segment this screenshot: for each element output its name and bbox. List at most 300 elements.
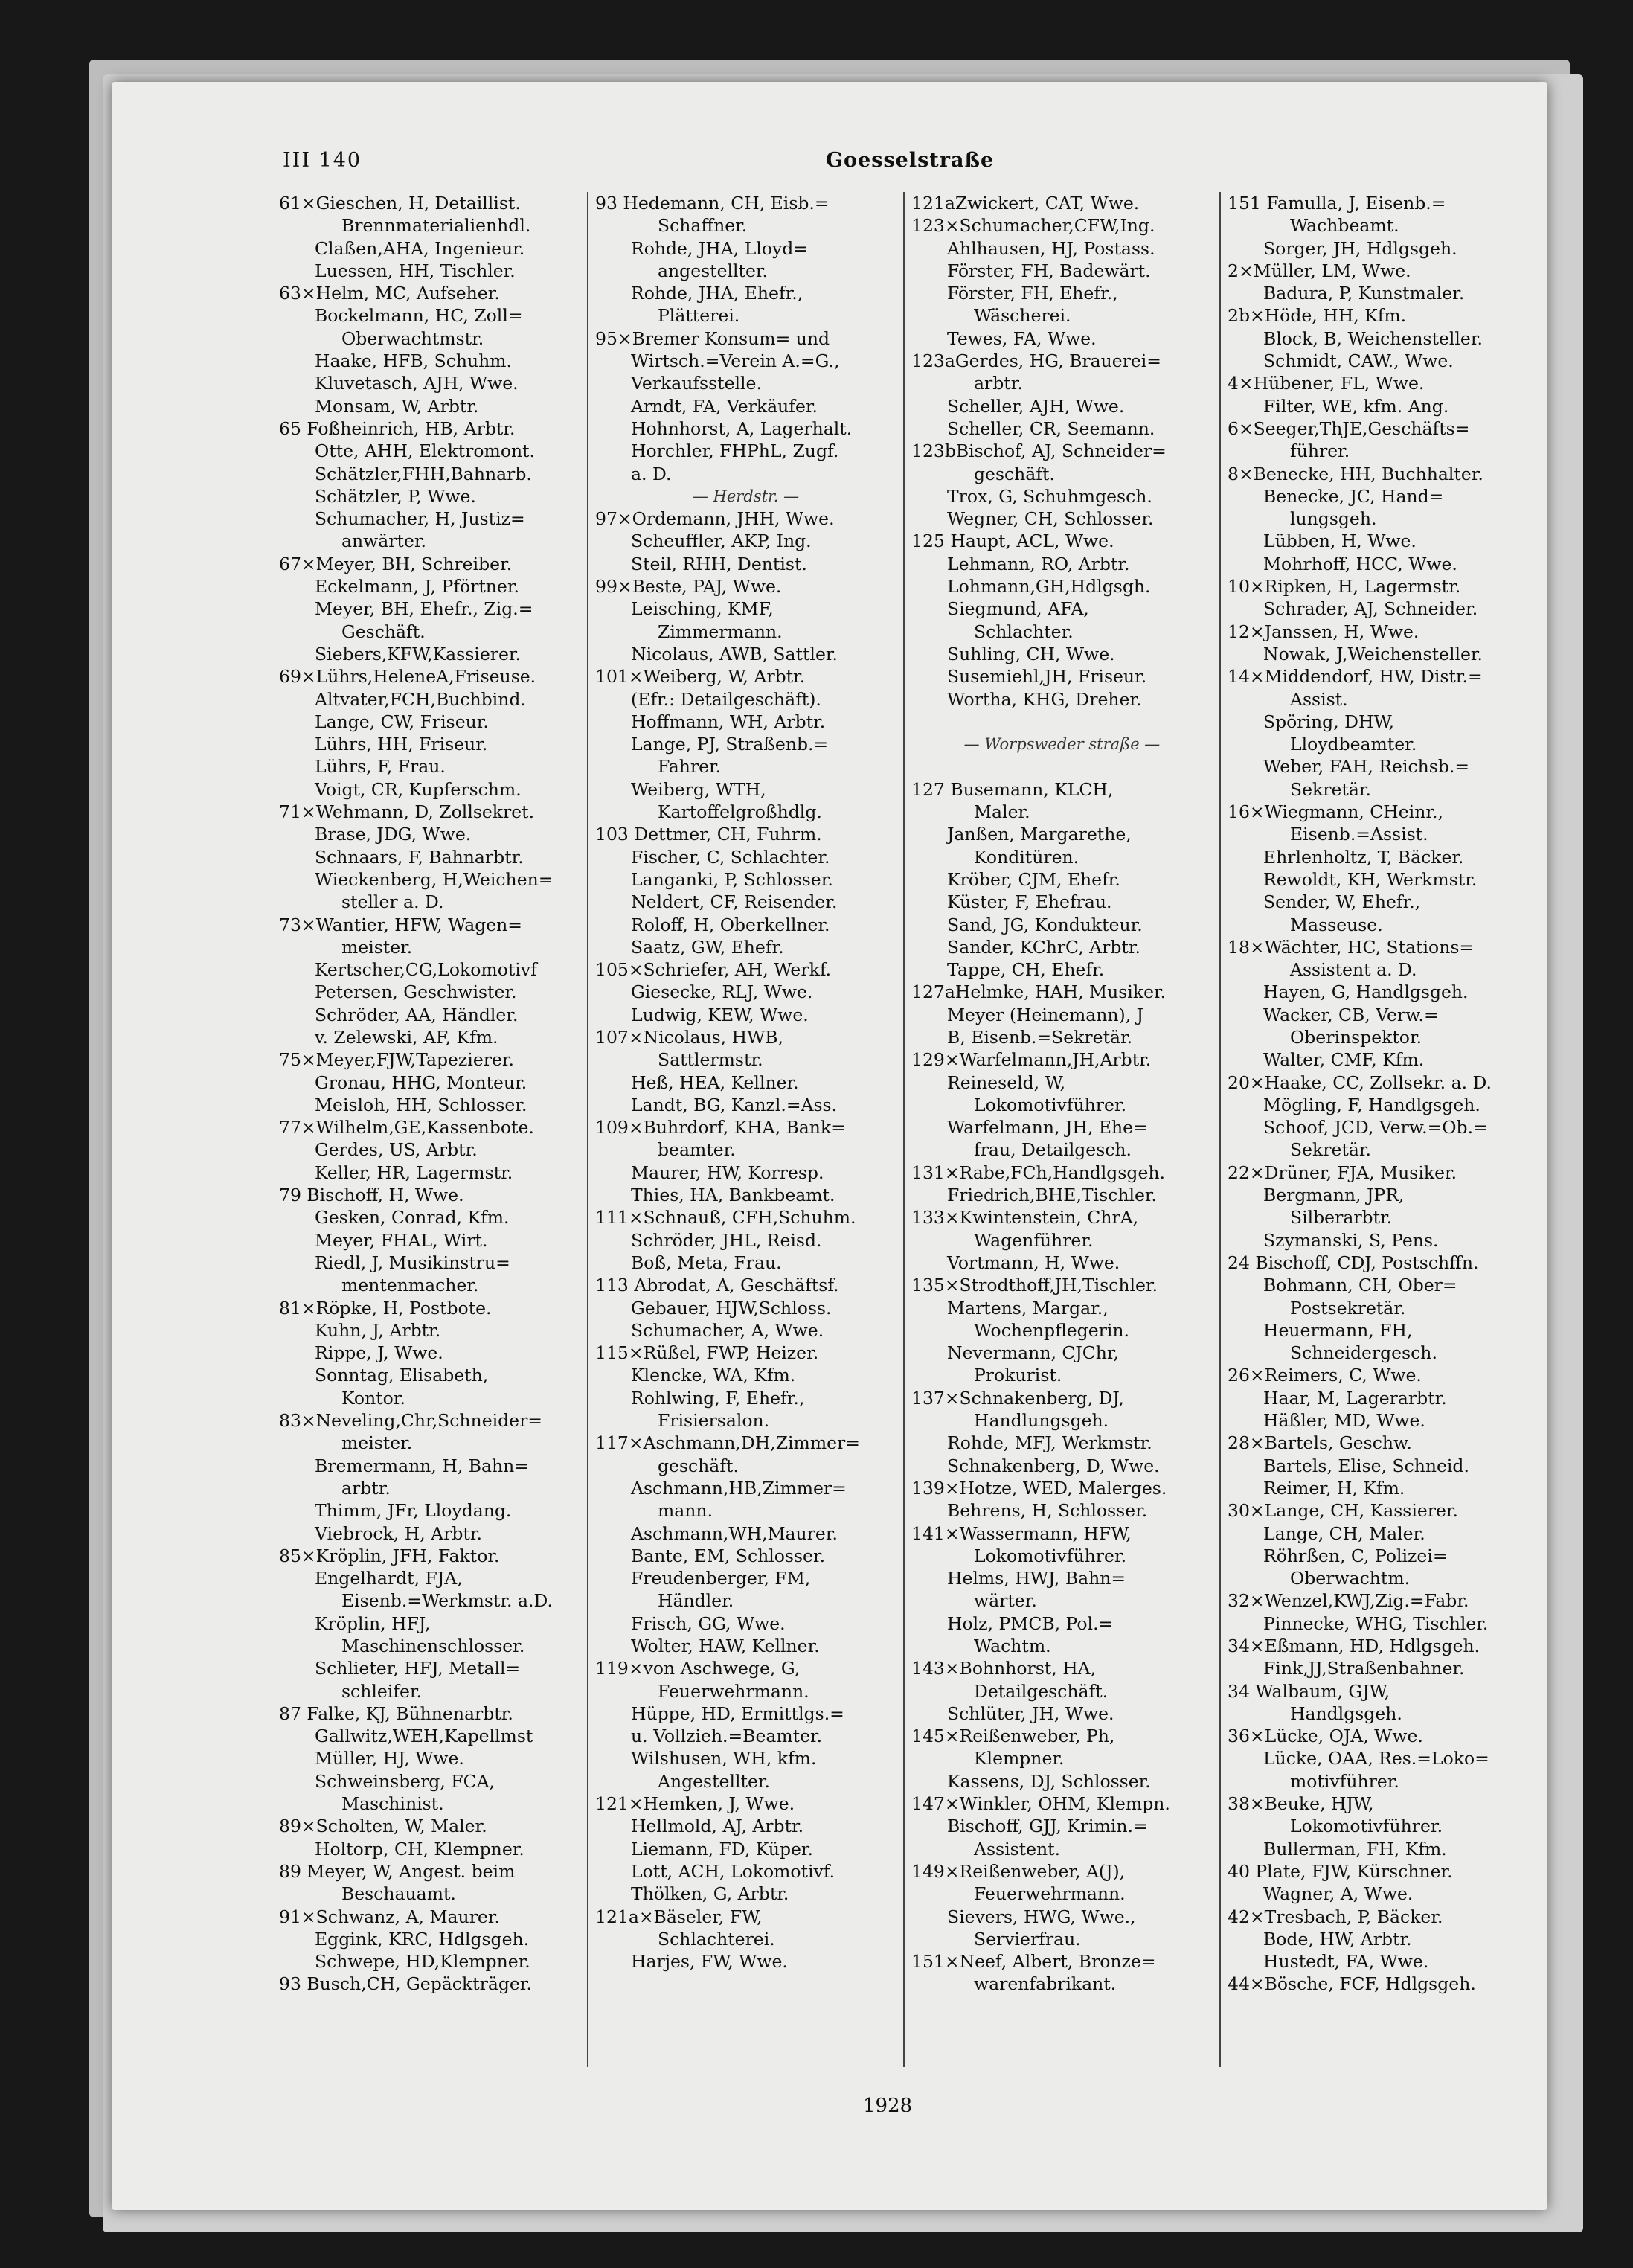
directory-entry-continuation: Lange, CH, Maler. (1263, 1522, 1425, 1544)
directory-entry-continuation: Mögling, F, Handlgsgeh. (1263, 1094, 1480, 1115)
directory-entry-continuation: Schoof, JCD, Verw.=Ob.= (1263, 1117, 1488, 1138)
directory-entry-continuation: Heß, HEA, Kellner. (631, 1071, 799, 1093)
directory-entry: 125 Haupt, ACL, Wwe. (911, 531, 1114, 552)
directory-entry-continuation: Schätzler, P, Wwe. (315, 485, 476, 507)
directory-entry-continuation: Schröder, JHL, Reisd. (631, 1229, 822, 1251)
column-2 (595, 192, 896, 2075)
directory-entry-continuation: Klempner. (974, 1748, 1065, 1769)
directory-entry: 127aHelmke, HAH, Musiker. (911, 981, 1167, 1003)
directory-entry-continuation: Sorger, JH, Hdlgsgeh. (1263, 237, 1457, 259)
directory-entry-continuation: Aschmann,HB,Zimmer= (631, 1477, 847, 1499)
directory-entry: 93 Busch,CH, Gepäckträger. (279, 1973, 532, 1995)
directory-entry-continuation: Röhrßen, C, Polizei= (1263, 1545, 1448, 1566)
directory-entry-continuation: meister. (341, 1432, 413, 1454)
directory-entry-continuation: Eggink, KRC, Hdlgsgeh. (315, 1928, 530, 1950)
directory-entry-continuation: Oberinspektor. (1290, 1026, 1422, 1048)
directory-entry-continuation: Meyer, FHAL, Wirt. (315, 1229, 488, 1251)
directory-entry-continuation: Bullerman, FH, Kfm. (1263, 1838, 1447, 1859)
directory-entry-continuation: u. Vollzieh.=Beamter. (631, 1726, 823, 1747)
directory-entry-continuation: Kertscher,CG,Lokomotivf (315, 959, 537, 981)
directory-entry-continuation: geschäft. (658, 1455, 739, 1476)
directory-entry-continuation: Schumacher, H, Justiz= (315, 508, 525, 530)
directory-entry: 34×Eßmann, HD, Hdlgsgeh. (1228, 1636, 1480, 1656)
directory-entry: 85×Kröplin, JFH, Faktor. (279, 1545, 500, 1566)
directory-entry: 121a×Bäseler, FW, (595, 1906, 763, 1927)
directory-entry: 123×Schumacher,CFW,Ing. (911, 215, 1155, 237)
directory-entry-continuation: Liemann, FD, Küper. (631, 1838, 814, 1859)
directory-entry-continuation: Lührs, HH, Friseur. (315, 734, 488, 755)
directory-entry-continuation: Steil, RHH, Dentist. (631, 553, 807, 574)
directory-entry: 18×Wächter, HC, Stations= (1228, 936, 1475, 958)
page-header (283, 149, 1473, 179)
directory-entry-continuation: Fink,JJ,Straßenbahner. (1263, 1658, 1465, 1679)
directory-entry-continuation: Wortha, KHG, Dreher. (947, 688, 1142, 710)
directory-entry-continuation: Mohrhoff, HCC, Wwe. (1263, 553, 1457, 574)
directory-entry: 133×Kwintenstein, ChrA, (911, 1207, 1139, 1228)
directory-entry-continuation: Handlungsgeh. (974, 1410, 1109, 1432)
directory-entry-continuation: anwärter. (341, 531, 426, 552)
directory-entry-continuation: Pinnecke, WHG, Tischler. (1263, 1612, 1489, 1634)
directory-entry-continuation: Wachtm. (974, 1636, 1051, 1656)
directory-entry: 113 Abrodat, A, Geschäftsf. (595, 1275, 839, 1296)
directory-entry-continuation: Claßen,AHA, Ingenieur. (315, 237, 525, 259)
directory-entry-continuation: Bode, HW, Arbtr. (1263, 1928, 1412, 1950)
directory-entry-continuation: Thölken, G, Arbtr. (631, 1883, 789, 1905)
directory-entry-continuation: Lohmann,GH,Hdlgsgh. (947, 576, 1151, 598)
directory-entry: 2b×Höde, HH, Kfm. (1228, 305, 1407, 327)
directory-entry-continuation: führer. (1290, 441, 1350, 462)
directory-entry: 119×von Aschwege, G, (595, 1658, 801, 1679)
directory-entry: 93 Hedemann, CH, Eisb.= (595, 193, 830, 214)
directory-entry-continuation: Lübben, H, Wwe. (1263, 531, 1417, 552)
directory-entry-continuation: Keller, HR, Lagermstr. (315, 1162, 513, 1183)
directory-entry: 103 Dettmer, CH, Fuhrm. (595, 824, 822, 845)
directory-entry: 34 Walbaum, GJW, (1228, 1680, 1390, 1702)
directory-entry: 89 Meyer, W, Angest. beim (279, 1860, 516, 1882)
directory-entry: 26×Reimers, C, Wwe. (1228, 1365, 1422, 1386)
directory-entry-continuation: Rippe, J, Wwe. (315, 1342, 443, 1364)
spacer (911, 755, 1213, 778)
directory-entry-continuation: Rewoldt, KH, Werkmstr. (1263, 868, 1478, 890)
directory-entry-continuation: Assist. (1290, 688, 1348, 710)
directory-entry-continuation: mentenmacher. (341, 1275, 479, 1296)
directory-entry-continuation: Lloydbeamter. (1290, 734, 1417, 755)
directory-entry-continuation: Block, B, Weichensteller. (1263, 327, 1483, 349)
directory-entry-continuation: Luessen, HH, Tischler. (315, 260, 516, 281)
directory-entry-continuation: Tewes, FA, Wwe. (947, 327, 1097, 349)
directory-entry-continuation: Brennmaterialienhdl. (341, 215, 531, 237)
street-title: Goesselstraße (826, 149, 995, 172)
column-4 (1228, 192, 1529, 2075)
directory-entry: 127 Busemann, KLCH, (911, 778, 1114, 800)
directory-entry-continuation: Kuhn, J, Arbtr. (315, 1319, 441, 1341)
directory-entry-continuation: Servierfrau. (974, 1928, 1081, 1950)
directory-entry: 67×Meyer, BH, Schreiber. (279, 553, 513, 574)
directory-entry-continuation: Vortmann, H, Wwe. (947, 1252, 1120, 1273)
directory-entry-continuation: Sattlermstr. (658, 1049, 763, 1071)
directory-entry-continuation: Schneidergesch. (1290, 1342, 1437, 1364)
directory-entry: 12×Janssen, H, Wwe. (1228, 621, 1419, 642)
directory-entry-continuation: Spöring, DHW, (1263, 711, 1395, 732)
directory-entry-continuation: Langanki, P, Schlosser. (631, 868, 833, 890)
directory-entry-continuation: Behrens, H, Schlosser. (947, 1500, 1148, 1522)
directory-entry-continuation: Wolter, HAW, Kellner. (631, 1636, 820, 1656)
directory-entry-continuation: Sonntag, Elisabeth, (315, 1365, 489, 1386)
directory-entry: 115×Rüßel, FWP, Heizer. (595, 1342, 819, 1364)
directory-entry-continuation: Martens, Margar., (947, 1297, 1109, 1319)
directory-entry-continuation: Feuerwehrmann. (658, 1680, 809, 1702)
directory-entry-continuation: Lange, CW, Friseur. (315, 711, 489, 732)
directory-entry-continuation: Assistent a. D. (1290, 959, 1417, 981)
section-heading: — Herdstr. — (692, 487, 800, 505)
directory-entry-continuation: a. D. (631, 463, 672, 484)
directory-entry-continuation: Wegner, CH, Schlosser. (947, 508, 1154, 530)
directory-entry-continuation: motivführer. (1290, 1770, 1399, 1792)
directory-entry-continuation: Meisloh, HH, Schlosser. (315, 1094, 527, 1115)
directory-entry-continuation: Sekretär. (1290, 778, 1371, 800)
directory-entry-continuation: Siebers,KFW,Kassierer. (315, 643, 521, 664)
directory-entry-continuation: Schlachter. (974, 621, 1074, 642)
directory-entry-continuation: Scheller, AJH, Wwe. (947, 395, 1125, 417)
directory-entry-continuation: Schätzler,FHH,Bahnarb. (315, 463, 532, 484)
directory-entry: 97×Ordemann, JHH, Wwe. (595, 508, 835, 530)
directory-entry-continuation: Schlieter, HFJ, Metall= (315, 1658, 521, 1679)
directory-entry-continuation: Kröplin, HFJ, (315, 1612, 431, 1634)
directory-entry: 6×Seeger,ThJE,Geschäfts= (1228, 417, 1470, 439)
directory-entry-continuation: Geschäft. (341, 621, 426, 642)
directory-entry-continuation: Schrader, AJ, Schneider. (1263, 598, 1478, 620)
directory-entry: 61×Gieschen, H, Detaillist. (279, 193, 521, 214)
directory-entry-continuation: Bremermann, H, Bahn= (315, 1455, 530, 1476)
directory-entry-continuation: Beschauamt. (341, 1883, 456, 1905)
directory-entry: 101×Weiberg, W, Arbtr. (595, 666, 806, 688)
directory-entry-continuation: geschäft. (974, 463, 1055, 484)
directory-entry-continuation: Wieckenberg, H,Weichen= (315, 868, 554, 890)
directory-entry: 87 Falke, KJ, Bühnenarbtr. (279, 1702, 513, 1724)
directory-entry: 36×Lücke, OJA, Wwe. (1228, 1726, 1423, 1747)
directory-entry-continuation: Weber, FAH, Reichsb.= (1263, 756, 1470, 778)
directory-entry-continuation: Tappe, CH, Ehefr. (947, 959, 1105, 981)
directory-entry-continuation: Angestellter. (658, 1770, 770, 1792)
directory-entry-continuation: Rohde, JHA, Lloyd= (631, 237, 808, 259)
directory-entry-continuation: Hüppe, HD, Ermittlgs.= (631, 1702, 844, 1724)
directory-entry: 91×Schwanz, A, Maurer. (279, 1906, 500, 1927)
directory-entry-continuation: Masseuse. (1290, 914, 1383, 935)
directory-entry: 30×Lange, CH, Kassierer. (1228, 1500, 1459, 1522)
directory-entry-continuation: Susemiehl,JH, Friseur. (947, 666, 1147, 688)
directory-entry-continuation: Monsam, W, Arbtr. (315, 395, 479, 417)
directory-entry-continuation: Warfelmann, JH, Ehe= (947, 1117, 1148, 1138)
directory-entry-continuation: Walter, CMF, Kfm. (1263, 1049, 1425, 1071)
directory-entry-continuation: Szymanski, S, Pens. (1263, 1229, 1439, 1251)
directory-entry-continuation: B, Eisenb.=Sekretär. (947, 1026, 1133, 1048)
directory-entry: 24 Bischoff, CDJ, Postschffn. (1228, 1252, 1479, 1273)
directory-entry-continuation: Maschinenschlosser. (341, 1636, 525, 1656)
directory-entry-continuation: Wagner, A, Wwe. (1263, 1883, 1414, 1905)
directory-entry-continuation: Scheller, CR, Seemann. (947, 417, 1155, 439)
directory-entry: 121×Hemken, J, Wwe. (595, 1793, 795, 1815)
page-reference: III 140 (283, 149, 362, 172)
directory-entry-continuation: Lott, ACH, Lokomotivf. (631, 1860, 835, 1882)
directory-entry-continuation: Lange, PJ, Straßenb.= (631, 734, 829, 755)
directory-entry-continuation: Fahrer. (658, 756, 722, 778)
directory-entry-continuation: Hellmold, AJ, Arbtr. (631, 1816, 804, 1837)
directory-entry-continuation: Weiberg, WTH, (631, 778, 766, 800)
directory-entry: 139×Hotze, WED, Malerges. (911, 1477, 1167, 1499)
directory-entry-continuation: Schweinsberg, FCA, (315, 1770, 495, 1792)
directory-entry-continuation: Wilshusen, WH, kfm. (631, 1748, 817, 1769)
directory-entry: 28×Bartels, Geschw. (1228, 1432, 1412, 1454)
directory-entry: 81×Röpke, H, Postbote. (279, 1297, 492, 1319)
directory-entry-continuation: Schnaars, F, Bahnarbtr. (315, 846, 524, 868)
directory-entry-continuation: Schlüter, JH, Wwe. (947, 1702, 1114, 1724)
directory-entry: 38×Beuke, HJW, (1228, 1793, 1374, 1815)
directory-entry-continuation: Klencke, WA, Kfm. (631, 1365, 796, 1386)
directory-entry: 149×Reißenweber, A(J), (911, 1860, 1126, 1882)
directory-entry-continuation: Schlachterei. (658, 1928, 775, 1950)
directory-entry: 117×Aschmann,DH,Zimmer= (595, 1432, 860, 1454)
directory-entry-continuation: Rohlwing, F, Ehefr., (631, 1387, 805, 1409)
directory-entry-continuation: Verkaufsstelle. (631, 373, 762, 394)
directory-entry-continuation: Konditüren. (974, 846, 1079, 868)
directory-entry-continuation: Häßler, MD, Wwe. (1263, 1410, 1425, 1432)
directory-entry-continuation: wärter. (974, 1590, 1037, 1612)
directory-entry-continuation: Gronau, HHG, Monteur. (315, 1071, 527, 1093)
directory-entry-continuation: Schwepe, HD,Klempner. (315, 1951, 530, 1973)
directory-entry: 107×Nicolaus, HWB, (595, 1026, 783, 1048)
directory-entry: 143×Bohnhorst, HA, (911, 1658, 1097, 1679)
directory-entry-continuation: Plätterei. (658, 305, 740, 327)
directory-entry-continuation: arbtr. (341, 1477, 391, 1499)
directory-entry: 131×Rabe,FCh,Handlgsgeh. (911, 1162, 1165, 1183)
directory-entry-continuation: Frisch, GG, Wwe. (631, 1612, 786, 1634)
directory-entry-continuation: Maurer, HW, Korresp. (631, 1162, 824, 1183)
directory-entry-continuation: Arndt, FA, Verkäufer. (631, 395, 818, 417)
directory-entry-continuation: Giesecke, RLJ, Wwe. (631, 981, 813, 1003)
directory-entry-continuation: Roloff, H, Oberkellner. (631, 914, 830, 935)
directory-entry-continuation: Bartels, Elise, Schneid. (1263, 1455, 1469, 1476)
directory-entry-continuation: beamter. (658, 1139, 736, 1161)
directory-entry-continuation: Wacker, CB, Verw.= (1263, 1004, 1439, 1025)
directory-entry-continuation: Handlgsgeh. (1290, 1702, 1402, 1724)
directory-entry: 129×Warfelmann,JH,Arbtr. (911, 1049, 1152, 1071)
directory-entry: 20×Haake, CC, Zollsekr. a. D. (1228, 1071, 1492, 1093)
directory-entry-continuation: Förster, FH, Ehefr., (947, 283, 1118, 304)
directory-entry-continuation: Brase, JDG, Wwe. (315, 824, 472, 845)
directory-entry-continuation: Kontor. (341, 1387, 405, 1409)
directory-entry: 123aGerdes, HG, Brauerei= (911, 350, 1161, 372)
directory-entry-continuation: Fischer, C, Schlachter. (631, 846, 830, 868)
directory-entry-continuation: Otte, AHH, Elektromont. (315, 441, 536, 462)
directory-entry-continuation: Janßen, Margarethe, (947, 824, 1132, 845)
directory-entry-continuation: meister. (341, 936, 413, 958)
directory-entry-continuation: lungsgeh. (1290, 508, 1377, 530)
directory-entry-continuation: Rohde, JHA, Ehefr., (631, 283, 803, 304)
directory-entry-continuation: Badura, P, Kunstmaler. (1263, 283, 1465, 304)
directory-entry: 135×Strodthoff,JH,Tischler. (911, 1275, 1158, 1296)
directory-entry-continuation: Wäscherei. (974, 305, 1071, 327)
directory-entry-continuation: Oberwachtmstr. (341, 327, 484, 349)
directory-entry-continuation: Wochenpflegerin. (974, 1319, 1129, 1341)
directory-entry-continuation: Aschmann,WH,Maurer. (631, 1522, 838, 1544)
directory-entry-continuation: Eisenb.=Werkmstr. a.D. (341, 1590, 553, 1612)
directory-entry-continuation: Horchler, FHPhL, Zugf. (631, 441, 839, 462)
directory-entry-continuation: Bockelmann, HC, Zoll= (315, 305, 523, 327)
directory-entry-continuation: Nicolaus, AWB, Sattler. (631, 643, 838, 664)
directory-entry-continuation: Prokurist. (974, 1365, 1062, 1386)
column-divider (903, 192, 905, 2067)
directory-entry: 147×Winkler, OHM, Klempn. (911, 1793, 1170, 1815)
directory-entry-continuation: Gerdes, US, Arbtr. (315, 1139, 478, 1161)
directory-entry-continuation: Bante, EM, Schlosser. (631, 1545, 826, 1566)
directory-entry: 16×Wiegmann, CHeinr., (1228, 801, 1443, 823)
directory-entry-continuation: Assistent. (974, 1838, 1061, 1859)
directory-entry-continuation: Leisching, KMF, (631, 598, 774, 620)
directory-entry: 95×Bremer Konsum= und (595, 327, 830, 349)
directory-entry-continuation: Maschinist. (341, 1793, 444, 1815)
directory-columns (279, 192, 1529, 2075)
directory-entry-continuation: Heuermann, FH, (1263, 1319, 1413, 1341)
directory-entry-continuation: Gesken, Conrad, Kfm. (315, 1207, 510, 1228)
directory-entry-continuation: Kartoffelgroßhdlg. (658, 801, 822, 823)
directory-entry-continuation: Holtorp, CH, Klempner. (315, 1838, 524, 1859)
directory-entry-continuation: Kluvetasch, AJH, Wwe. (315, 373, 519, 394)
directory-entry-continuation: Meyer, BH, Ehefr., Zig.= (315, 598, 533, 620)
directory-entry-continuation: Bohmann, CH, Ober= (1263, 1275, 1457, 1296)
directory-entry-continuation: Maler. (974, 801, 1030, 823)
directory-entry-continuation: Sekretär. (1290, 1139, 1371, 1161)
directory-entry-continuation: Lehmann, RO, Arbtr. (947, 553, 1130, 574)
directory-entry-continuation: Ludwig, KEW, Wwe. (631, 1004, 809, 1025)
directory-entry-continuation: Altvater,FCH,Buchbind. (315, 688, 526, 710)
directory-entry: 22×Drüner, FJA, Musiker. (1228, 1162, 1457, 1183)
directory-entry: 40 Plate, FJW, Kürschner. (1228, 1860, 1453, 1882)
directory-entry: 69×Lührs,HeleneA,Friseuse. (279, 666, 536, 688)
directory-entry-continuation: Friedrich,BHE,Tischler. (947, 1185, 1157, 1206)
directory-entry: 2×Müller, LM, Wwe. (1228, 260, 1411, 281)
directory-entry-continuation: Schröder, AA, Händler. (315, 1004, 519, 1025)
directory-entry: 151 Famulla, J, Eisenb.= (1228, 193, 1446, 214)
directory-entry-continuation: Sander, KChrC, Arbtr. (947, 936, 1140, 958)
directory-entry-continuation: Hustedt, FA, Wwe. (1263, 1951, 1429, 1973)
directory-entry-continuation: Filter, WE, kfm. Ang. (1263, 395, 1449, 417)
directory-entry-continuation: Hohnhorst, A, Lagerhalt. (631, 417, 853, 439)
directory-entry: 71×Wehmann, D, Zollsekret. (279, 801, 535, 823)
directory-entry-continuation: Petersen, Geschwister. (315, 981, 517, 1003)
directory-entry: 77×Wilhelm,GE,Kassenbote. (279, 1117, 534, 1138)
directory-entry-continuation: (Efr.: Detailgeschäft). (631, 688, 821, 710)
directory-entry-continuation: Holz, PMCB, Pol.= (947, 1612, 1114, 1634)
directory-entry-continuation: Nowak, J,Weichensteller. (1263, 643, 1483, 664)
directory-entry-continuation: Hoffmann, WH, Arbtr. (631, 711, 826, 732)
directory-entry-continuation: Lokomotivführer. (974, 1094, 1127, 1115)
directory-entry: 89×Scholten, W, Maler. (279, 1816, 487, 1837)
directory-entry-continuation: frau, Detailgesch. (974, 1139, 1132, 1161)
directory-entry-continuation: Suhling, CH, Wwe. (947, 643, 1115, 664)
directory-entry-continuation: Eckelmann, J, Pförtner. (315, 576, 519, 598)
directory-entry-continuation: Feuerwehrmann. (974, 1883, 1126, 1905)
directory-entry: 4×Hübener, FL, Wwe. (1228, 373, 1425, 394)
directory-entry-continuation: Bischoff, GJJ, Krimin.= (947, 1816, 1148, 1837)
directory-entry-continuation: warenfabrikant. (974, 1973, 1117, 1995)
directory-entry-continuation: Schumacher, A, Wwe. (631, 1319, 824, 1341)
directory-entry: 83×Neveling,Chr,Schneider= (279, 1410, 542, 1432)
directory-entry-continuation: Engelhardt, FJA, (315, 1568, 463, 1589)
directory-entry: 44×Bösche, FCF, Hdlgsgeh. (1228, 1973, 1476, 1995)
directory-entry-continuation: Voigt, CR, Kupferschm. (315, 778, 522, 800)
section-heading: — Worpsweder straße — (963, 735, 1161, 754)
directory-entry-continuation: Zimmermann. (658, 621, 783, 642)
directory-entry-continuation: Siegmund, AFA, (947, 598, 1089, 620)
directory-entry-continuation: Helms, HWJ, Bahn= (947, 1568, 1126, 1589)
directory-entry-continuation: Kröber, CJM, Ehefr. (947, 868, 1120, 890)
directory-entry-continuation: v. Zelewski, AF, Kfm. (315, 1026, 498, 1048)
directory-entry-continuation: Rohde, MFJ, Werkmstr. (947, 1432, 1152, 1454)
directory-entry-continuation: Freudenberger, FM, (631, 1568, 811, 1589)
directory-entry-continuation: Lührs, F, Frau. (315, 756, 446, 778)
directory-entry-continuation: Silberarbtr. (1290, 1207, 1393, 1228)
directory-entry: 63×Helm, MC, Aufseher. (279, 283, 500, 304)
directory-entry-continuation: arbtr. (974, 373, 1023, 394)
directory-entry-continuation: angestellter. (658, 260, 769, 281)
directory-entry: 32×Wenzel,KWJ,Zig.=Fabr. (1228, 1590, 1469, 1612)
directory-entry-continuation: Trox, G, Schuhmgesch. (947, 485, 1152, 507)
directory-entry-continuation: Haar, M, Lagerarbtr. (1263, 1387, 1447, 1409)
directory-entry: 10×Ripken, H, Lagermstr. (1228, 576, 1461, 598)
directory-entry: 145×Reißenweber, Ph, (911, 1726, 1115, 1747)
directory-entry-continuation: Gallwitz,WEH,Kapellmst (315, 1726, 533, 1747)
directory-entry-continuation: Kassens, DJ, Schlosser. (947, 1770, 1151, 1792)
directory-entry: 111×Schnauß, CFH,Schuhm. (595, 1207, 856, 1228)
directory-entry-continuation: Detailgeschäft. (974, 1680, 1109, 1702)
directory-entry-continuation: Schnakenberg, D, Wwe. (947, 1455, 1160, 1476)
directory-entry-continuation: Nevermann, CJChr, (947, 1342, 1120, 1364)
directory-entry-continuation: Sand, JG, Kondukteur. (947, 914, 1143, 935)
directory-entry-continuation: Thimm, JFr, Lloydang. (315, 1500, 512, 1522)
directory-entry: 121aZwickert, CAT, Wwe. (911, 193, 1140, 214)
directory-entry-continuation: Benecke, JC, Hand= (1263, 485, 1444, 507)
directory-entry-continuation: Boß, Meta, Frau. (631, 1252, 782, 1273)
directory-entry-continuation: Riedl, J, Musikinstru= (315, 1252, 510, 1273)
directory-entry-continuation: Saatz, GW, Ehefr. (631, 936, 784, 958)
directory-entry-continuation: Thies, HA, Bankbeamt. (631, 1185, 835, 1206)
directory-entry-continuation: Ehrlenholtz, T, Bäcker. (1263, 846, 1464, 868)
page-footer-year: 1928 (863, 2095, 913, 2117)
column-3 (911, 192, 1213, 2075)
directory-entry-continuation: Küster, F, Ehefrau. (947, 891, 1112, 913)
directory-entry: 79 Bischoff, H, Wwe. (279, 1185, 464, 1206)
directory-entry: 75×Meyer,FJW,Tapezierer. (279, 1049, 514, 1071)
directory-entry-continuation: Neldert, CF, Reisender. (631, 891, 838, 913)
directory-entry-continuation: schleifer. (341, 1680, 423, 1702)
directory-entry-continuation: Sender, W, Ehefr., (1263, 891, 1421, 913)
column-divider (1219, 192, 1221, 2067)
directory-entry-continuation: Wirtsch.=Verein A.=G., (631, 350, 840, 372)
directory-entry-continuation: Postsekretär. (1290, 1297, 1406, 1319)
directory-entry-continuation: Eisenb.=Assist. (1290, 824, 1428, 845)
directory-entry-continuation: Händler. (658, 1590, 734, 1612)
directory-entry-continuation: Wagenführer. (974, 1229, 1094, 1251)
directory-entry: 137×Schnakenberg, DJ, (911, 1387, 1124, 1409)
directory-entry-continuation: Hayen, G, Handlgsgeh. (1263, 981, 1469, 1003)
directory-entry-continuation: Harjes, FW, Wwe. (631, 1951, 788, 1973)
directory-entry-continuation: Schaffner. (658, 215, 748, 237)
directory-entry-continuation: Frisiersalon. (658, 1410, 770, 1432)
directory-entry: 14×Middendorf, HW, Distr.= (1228, 666, 1483, 688)
spacer (911, 711, 1213, 733)
column-divider (587, 192, 588, 2067)
directory-entry-continuation: Landt, BG, Kanzl.=Ass. (631, 1094, 838, 1115)
